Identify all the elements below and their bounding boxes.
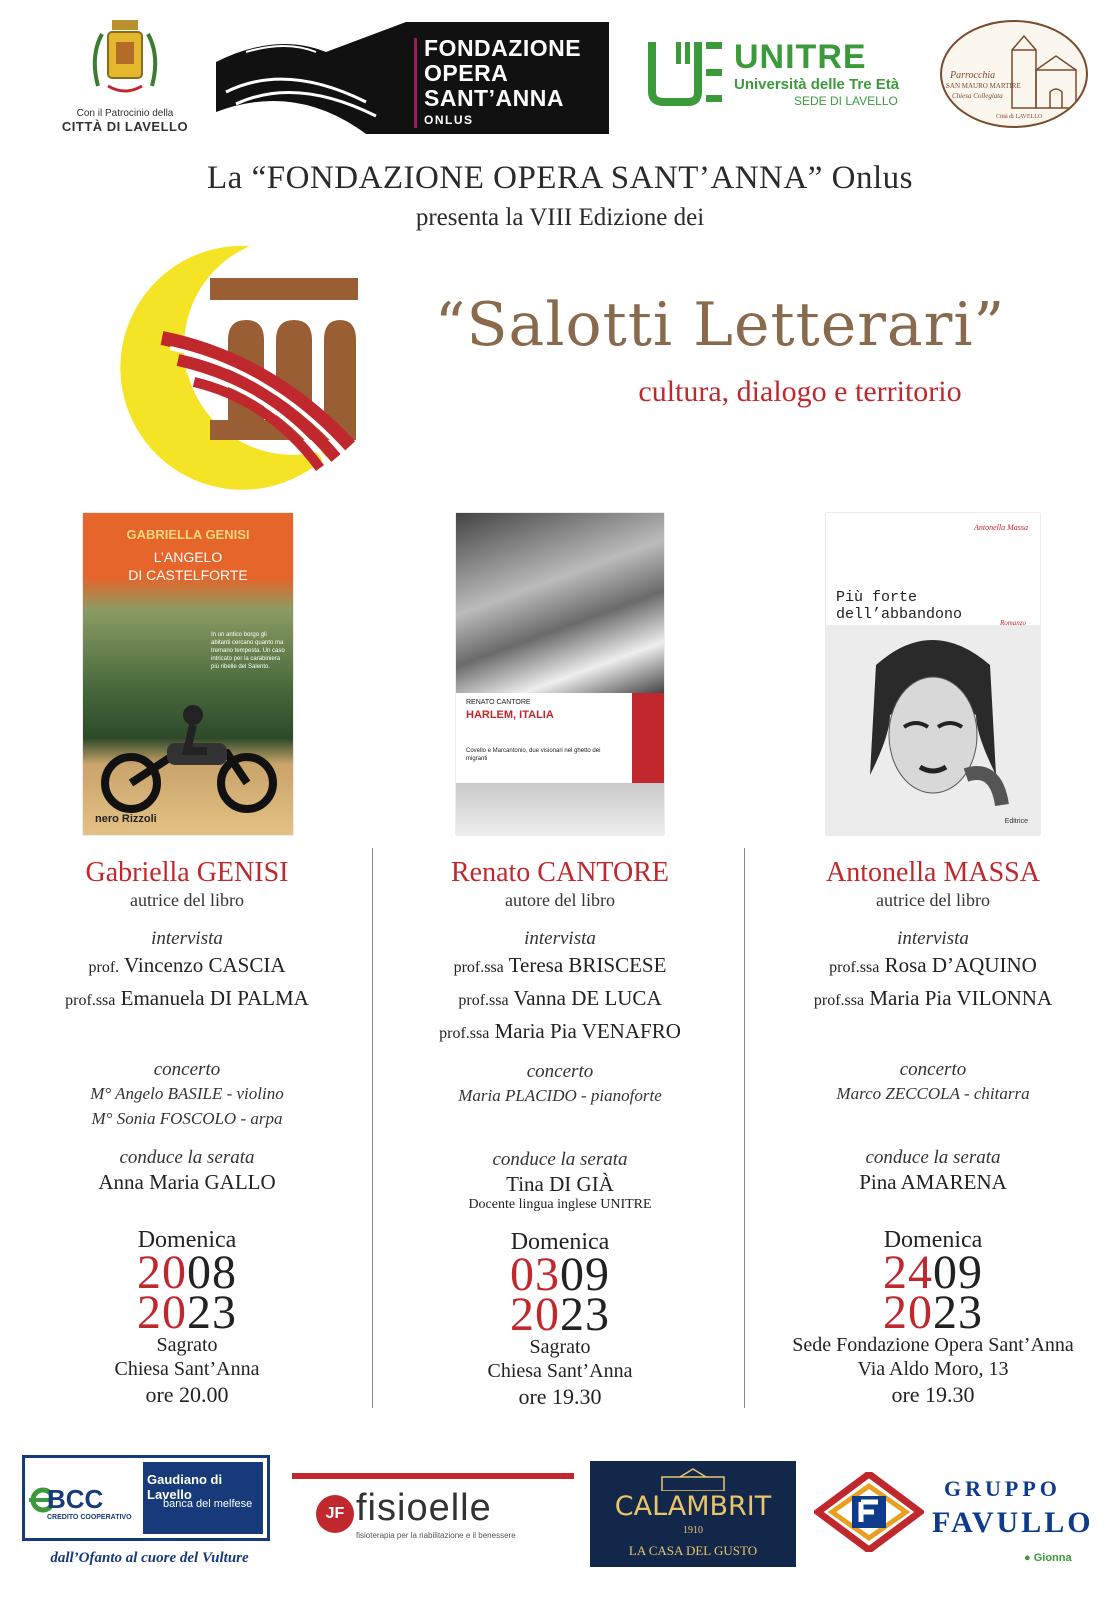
- edition-heading: presenta la VIII Edizione dei: [415, 204, 705, 231]
- bcc-slogan: dall’Ofanto al cuore del Vulture: [50, 1550, 249, 1566]
- salotti-moon-arcade-logo: [100, 240, 360, 490]
- bcc-name: BCC: [47, 1484, 104, 1514]
- venue-line1: Sagrato: [529, 1336, 591, 1358]
- book-cover-massa: [826, 513, 1040, 835]
- cover-title-line1: L’ANGELO: [153, 549, 223, 565]
- date-year: 2023: [137, 1286, 237, 1339]
- book-cover-cantore: [456, 513, 664, 835]
- event-time: ore 20.00: [145, 1382, 229, 1407]
- date-year: 2023: [510, 1288, 610, 1341]
- portrait-illustration: [826, 625, 1040, 835]
- cover-author: RENATO CANTORE: [466, 699, 531, 706]
- fondazione-line1: FONDAZIONE: [424, 35, 582, 61]
- parrocchia-line3: Chiesa Collegiata: [952, 92, 1003, 100]
- calambrit-year: 1910: [683, 1525, 703, 1536]
- event-title: “Salotti Letterari”: [434, 290, 1006, 360]
- fondazione-line2: OPERA: [424, 60, 509, 86]
- unitre-mark-icon: [648, 40, 724, 106]
- parrocchia-line4: Città di LAVELLO: [996, 114, 1043, 120]
- cover-title: HARLEM, ITALIA: [466, 709, 554, 721]
- interview-label: intervista: [151, 928, 223, 949]
- gionna-logo: [1024, 1552, 1104, 1592]
- cover-publisher: Editrice: [1004, 818, 1028, 825]
- calambrit-tagline: LA CASA DEL GUSTO: [628, 1543, 758, 1558]
- fondazione-line4: ONLUS: [424, 113, 474, 127]
- concert-label: concerto: [153, 1059, 221, 1080]
- concert-label: concerto: [899, 1059, 967, 1080]
- interviewer: prof. Vincenzo CASCIA: [88, 953, 286, 977]
- city-name: CITTÀ DI LAVELLO: [61, 119, 189, 134]
- host-label: conduce la serata: [119, 1147, 255, 1168]
- bcc-bank-sub: banca del melfese: [163, 1498, 253, 1510]
- event-column-2: [375, 856, 745, 1410]
- host-label: conduce la serata: [865, 1147, 1001, 1168]
- parrocchia-logo: [940, 20, 1088, 128]
- venue-line2: Via Aldo Moro, 13: [857, 1358, 1009, 1380]
- bcc-sponsor-logo: [22, 1455, 270, 1541]
- cover-publisher: nero Rizzoli: [95, 813, 157, 825]
- hand-book-icon: [216, 22, 416, 134]
- cover-blurb: Covello e Marcantonio, due visionari nel ghetto dei migranti: [466, 748, 601, 762]
- favullo-sponsor-logo: [814, 1468, 1104, 1558]
- calambrit-name: CALAMBRIT: [614, 1491, 772, 1522]
- date-year: 2023: [883, 1286, 983, 1339]
- interviewer: prof.ssa Maria Pia VILONNA: [813, 986, 1053, 1010]
- author-name: Renato CANTORE: [450, 857, 670, 888]
- author-name: Antonella MASSA: [826, 857, 1040, 888]
- patronage-label: Con il Patrocinio della: [76, 108, 174, 119]
- cover-genre: Romanzo: [999, 619, 1026, 627]
- author-name: Gabriella GENISI: [85, 857, 289, 888]
- bcc-bank-name: Gaudiano di Lavello: [147, 1472, 223, 1502]
- weekday: Domenica: [137, 1227, 237, 1253]
- gionna-icon: ●: [1024, 1552, 1031, 1564]
- cover-title: Più forte dell’abbandono: [836, 589, 963, 623]
- interviewer: prof.ssa Emanuela DI PALMA: [65, 986, 309, 1010]
- host-note: Docente lingua inglese UNITRE: [468, 1197, 652, 1212]
- host-name: Pina AMARENA: [859, 1170, 1007, 1194]
- city-coat-of-arms-logo: [50, 16, 200, 140]
- unitre-logo: [648, 38, 908, 110]
- fisioelle-mark: JF: [316, 1495, 354, 1533]
- venue-line2: Chiesa Sant’Anna: [487, 1360, 633, 1382]
- book-cover-genisi: [83, 513, 293, 835]
- concert-label: concerto: [526, 1061, 594, 1082]
- parrocchia-line2: SAN MAURO MARTIRE: [946, 82, 1021, 90]
- cover-title-line2: DI CASTELFORTE: [128, 567, 248, 583]
- crowd-photo: [456, 513, 664, 693]
- date-daymonth: 2008: [137, 1246, 237, 1299]
- fisioelle-name: fisioelle: [356, 1487, 492, 1529]
- host-name: Anna Maria GALLO: [98, 1170, 276, 1194]
- musician: Marco ZECCOLA - chitarra: [836, 1084, 1030, 1103]
- woman-portrait-icon: [826, 625, 1040, 835]
- fondazione-logo: [216, 22, 609, 134]
- building-icon: [660, 1467, 726, 1491]
- church-icon: [1002, 30, 1082, 110]
- author-role: autore del libro: [505, 890, 615, 910]
- cover-author: GABRIELLA GENISI: [126, 527, 250, 542]
- fondazione-line3: SANT’ANNA: [424, 85, 564, 111]
- unitre-sub: Università delle Tre Età: [734, 76, 900, 93]
- street-photo: [456, 783, 664, 835]
- interviewer: prof.ssa Maria Pia VENAFRO: [439, 1019, 681, 1043]
- fisioelle-tagline: fisioterapia per la riabilitazione e il benessere: [356, 1531, 516, 1540]
- event-subtitle: cultura, dialogo e territorio: [638, 375, 962, 408]
- event-column-3: [748, 856, 1118, 1408]
- motorcycle-icon: [97, 703, 277, 813]
- author-role: autrice del libro: [130, 890, 244, 910]
- gionna-name: Gionna: [1033, 1552, 1072, 1564]
- calambrit-sponsor-logo: [590, 1461, 796, 1567]
- interviewer: prof.ssa Vanna DE LUCA: [458, 986, 662, 1010]
- musician: Maria PLACIDO - pianoforte: [458, 1086, 662, 1105]
- venue-line1: Sede Fondazione Opera Sant’Anna: [792, 1334, 1074, 1356]
- interviewer: prof.ssa Rosa D’AQUINO: [829, 953, 1037, 977]
- interview-label: intervista: [897, 928, 969, 949]
- date-daymonth: 0309: [510, 1248, 610, 1301]
- bcc-sub: CREDITO COOPERATIVO: [47, 1514, 132, 1521]
- weekday: Domenica: [883, 1227, 983, 1253]
- weekday: Domenica: [510, 1229, 610, 1255]
- venue-line2: Chiesa Sant’Anna: [114, 1358, 260, 1380]
- coat-of-arms-icon: [88, 16, 162, 98]
- musician: M° Sonia FOSCOLO - arpa: [91, 1109, 283, 1128]
- cover-blurb: In un antico borgo gli abitanti cercano quanto ma tremano tempesta. Un caso intricato per la carabiniera più ribelle del Salento.: [211, 632, 285, 670]
- host-name: Tina DI GIÀ: [506, 1172, 614, 1196]
- unitre-name: UNITRE: [734, 38, 867, 76]
- event-time: ore 19.30: [518, 1384, 602, 1409]
- presenter-heading: La “FONDAZIONE OPERA SANT’ANNA” Onlus: [207, 160, 913, 196]
- column-divider: [372, 848, 373, 1408]
- venue-line1: Sagrato: [156, 1334, 218, 1356]
- favullo-line1: GRUPPO: [944, 1476, 1061, 1501]
- interview-label: intervista: [524, 928, 596, 949]
- event-column-1: [2, 856, 372, 1408]
- date-daymonth: 2409: [883, 1246, 983, 1299]
- author-role: autrice del libro: [876, 890, 990, 910]
- event-time: ore 19.30: [891, 1382, 975, 1407]
- fisioelle-sponsor-logo: [292, 1473, 574, 1545]
- interviewer: prof.ssa Teresa BRISCESE: [453, 953, 667, 977]
- favullo-line2: FAVULLO: [932, 1506, 1094, 1539]
- musician: M° Angelo BASILE - violino: [90, 1084, 284, 1103]
- parrocchia-line1: Parrocchia: [950, 70, 996, 81]
- favullo-diamond-icon: [814, 1472, 924, 1552]
- cover-author: Antonella Massa: [974, 523, 1028, 532]
- unitre-sede: SEDE DI LAVELLO: [794, 94, 898, 108]
- host-label: conduce la serata: [492, 1149, 628, 1170]
